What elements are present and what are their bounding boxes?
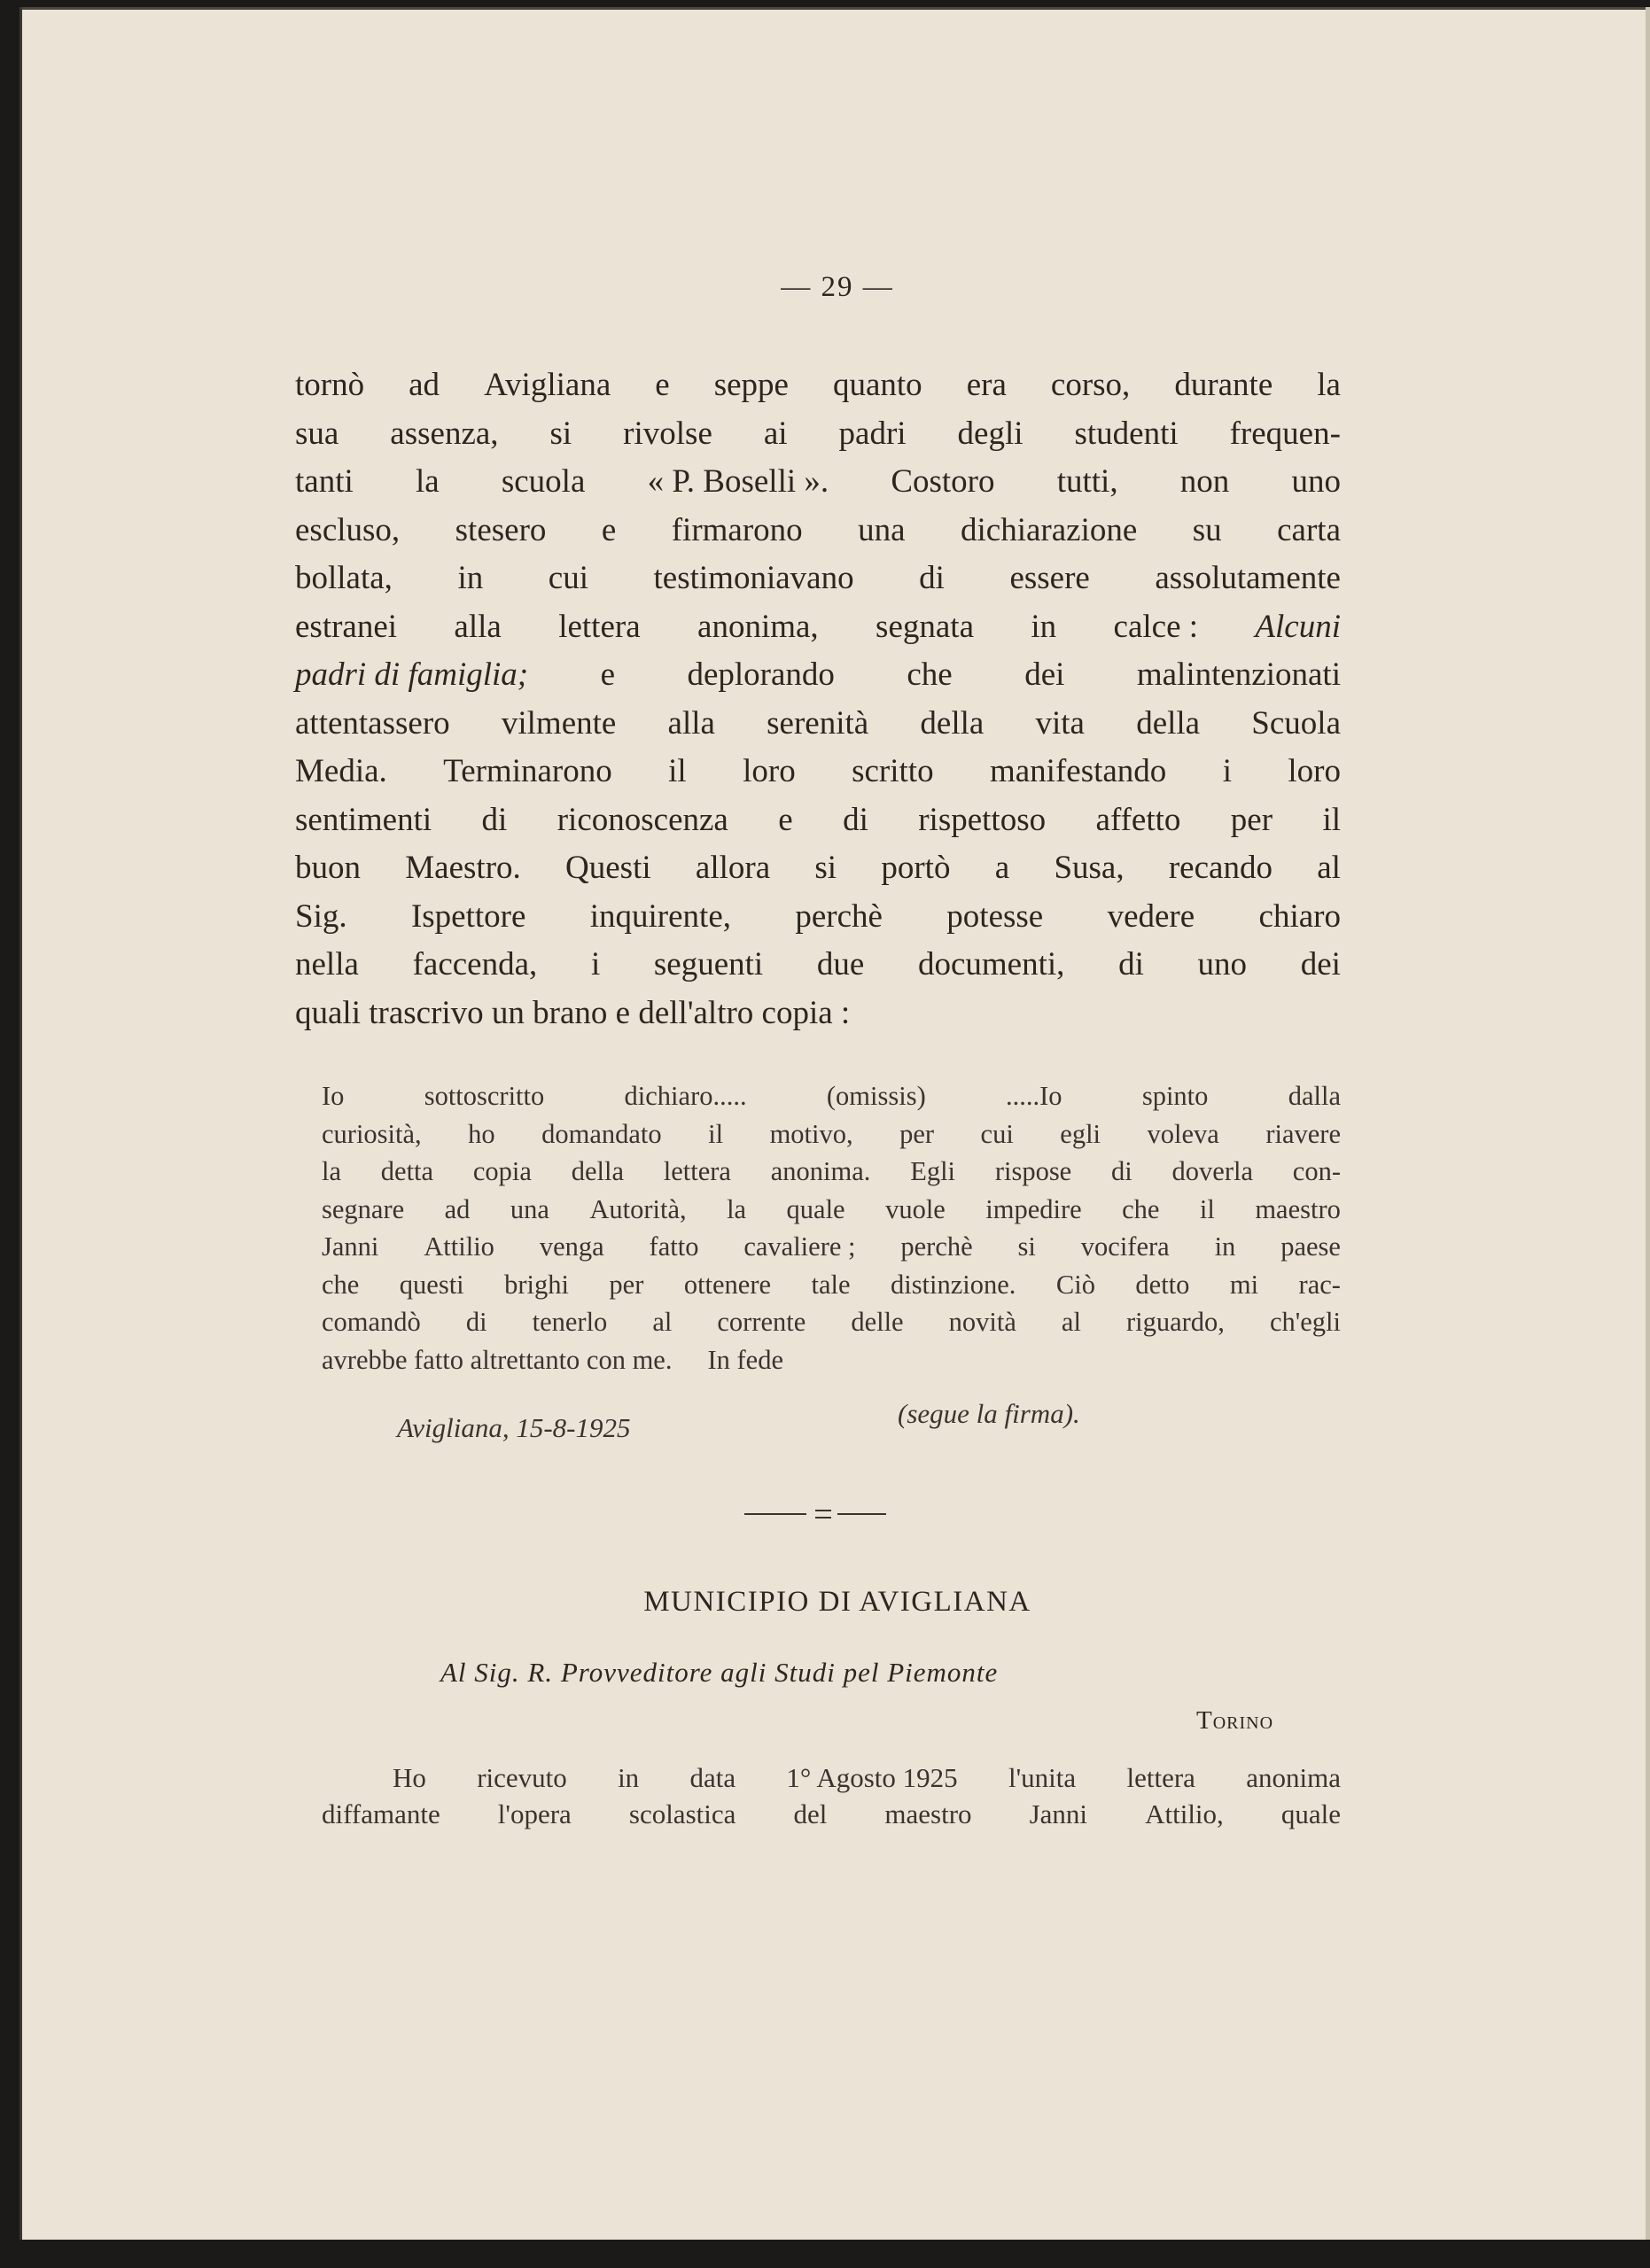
text-line	[295, 941, 1341, 990]
word: la	[1317, 367, 1341, 403]
word: i	[590, 946, 601, 983]
word: estranei	[295, 608, 398, 645]
word: buon	[295, 850, 361, 886]
text-line	[295, 796, 1341, 845]
text-line	[322, 1303, 1341, 1341]
word: comandò	[322, 1307, 421, 1337]
word: Ciò	[1055, 1269, 1095, 1300]
word: anonima.	[770, 1156, 871, 1186]
word: durante	[1174, 367, 1273, 403]
word: data	[689, 1762, 736, 1793]
word: voleva	[1147, 1118, 1219, 1149]
word: al	[1061, 1307, 1081, 1337]
word: cavaliere ;	[743, 1231, 856, 1262]
word: di	[1118, 946, 1144, 983]
word: di	[919, 560, 945, 596]
word: di	[1111, 1156, 1132, 1186]
word: due	[816, 946, 865, 983]
text-line	[322, 1266, 1341, 1304]
word: per	[609, 1269, 644, 1300]
word: Costoro	[891, 463, 995, 500]
word: si	[814, 850, 837, 886]
scan-bottom-border	[0, 2240, 1650, 2268]
word: .....Io	[1006, 1081, 1062, 1111]
word: rac-	[1298, 1269, 1341, 1300]
word: il	[1322, 801, 1341, 838]
word: di	[465, 1307, 487, 1337]
word: al	[652, 1307, 673, 1337]
word: assenza,	[390, 415, 499, 452]
page-number: — 29 —	[781, 271, 894, 303]
word: Ispettore	[410, 897, 526, 935]
word: che	[322, 1269, 360, 1300]
word: paese	[1280, 1231, 1341, 1262]
word: studenti	[1074, 415, 1179, 452]
word: l'opera	[497, 1798, 572, 1829]
word: Attilio	[424, 1231, 494, 1262]
word: recando	[1168, 850, 1273, 886]
word: alla	[667, 704, 715, 742]
word: perchè	[795, 897, 883, 935]
text-line	[295, 990, 1341, 1038]
word: frequen-	[1229, 415, 1341, 452]
word: questi	[399, 1269, 464, 1300]
text-line	[322, 1759, 1341, 1796]
word: firmarono	[671, 511, 803, 548]
word: il	[1199, 1193, 1215, 1224]
word: documenti,	[917, 946, 1065, 983]
word: Janni	[322, 1231, 379, 1262]
word: In fede	[707, 1344, 783, 1375]
word: dichiarazione	[961, 511, 1138, 548]
word: tenerlo	[532, 1307, 608, 1337]
word: non	[1179, 463, 1230, 500]
word: segnare	[322, 1193, 405, 1224]
word: Media.	[295, 753, 387, 789]
word: nella	[295, 946, 359, 983]
text-line	[295, 507, 1341, 555]
document-page	[19, 7, 1650, 2240]
word: domandato	[541, 1118, 662, 1149]
word: quali trascrivo un brano e dell'altro copia :	[295, 994, 851, 1031]
word: maestro	[884, 1798, 972, 1829]
word: vita	[1035, 704, 1085, 742]
text-line	[322, 1153, 1341, 1191]
word: della	[571, 1156, 624, 1186]
word: tale	[811, 1269, 851, 1300]
word: faccenda,	[412, 946, 538, 983]
word: tornò	[295, 367, 365, 403]
word: la	[415, 463, 440, 500]
text-line	[295, 844, 1341, 893]
word: motivo,	[769, 1118, 853, 1149]
word: Questi	[565, 850, 651, 886]
word: uno	[1197, 946, 1248, 983]
word: della	[920, 704, 985, 742]
word: scuola	[501, 463, 586, 500]
word: su	[1192, 511, 1222, 548]
word: seguenti	[653, 946, 764, 983]
word: segnata	[876, 608, 974, 645]
word: mi	[1229, 1269, 1259, 1300]
word: Janni	[1029, 1798, 1088, 1829]
word: ch'egli	[1269, 1307, 1341, 1337]
word: Scuola	[1251, 704, 1341, 742]
word: avrebbe fatto altrettanto con me.	[322, 1344, 673, 1375]
section-separator	[744, 1513, 886, 1517]
word: inquirente,	[589, 897, 732, 935]
word: vedere	[1107, 897, 1195, 935]
quote-place-date: Avigliana, 15-8-1925	[397, 1412, 631, 1443]
word: manifestando	[989, 753, 1167, 789]
quoted-declaration	[322, 1077, 1341, 1379]
word: uno	[1291, 463, 1341, 500]
word: fatto	[649, 1231, 699, 1262]
word: novità	[948, 1307, 1016, 1337]
word: i	[1222, 753, 1232, 789]
word: chiaro	[1258, 897, 1341, 935]
word: attentassero	[295, 704, 450, 742]
text-line	[322, 1115, 1341, 1153]
text-line	[322, 1228, 1341, 1266]
word: alla	[454, 608, 502, 645]
word: e	[655, 367, 670, 403]
word: vuole	[885, 1193, 946, 1224]
word: Autorità,	[589, 1193, 687, 1224]
word: ottenere	[683, 1269, 772, 1300]
word: corso,	[1050, 367, 1131, 403]
word: scritto	[852, 753, 934, 789]
quote-signature-line	[322, 1398, 1341, 1442]
word: curiosità,	[322, 1118, 422, 1149]
word: la	[727, 1193, 747, 1224]
word: con-	[1292, 1156, 1341, 1186]
word: escluso,	[295, 511, 401, 548]
word: al	[1317, 850, 1341, 886]
word: ho	[468, 1118, 495, 1149]
word: distinzione.	[890, 1269, 1016, 1300]
word: Io	[322, 1081, 345, 1111]
word: bollata,	[295, 560, 393, 596]
word: cui	[980, 1118, 1014, 1149]
word: sottoscritto	[424, 1081, 545, 1111]
word: dei	[1024, 656, 1065, 693]
word: del	[793, 1798, 828, 1829]
word: brighi	[504, 1269, 569, 1300]
word: quale	[1280, 1798, 1341, 1829]
word: malintenzionati	[1136, 656, 1341, 693]
word: loro	[1288, 753, 1341, 789]
word: 1° Agosto 1925	[786, 1762, 958, 1793]
word: anonima,	[697, 608, 819, 645]
word: per	[899, 1118, 935, 1149]
word: Attilio,	[1145, 1798, 1224, 1829]
text-line	[295, 410, 1341, 459]
word: in	[1031, 608, 1057, 645]
word: quale	[786, 1193, 845, 1224]
word: una	[858, 511, 906, 548]
word: riguardo,	[1125, 1307, 1225, 1337]
letter-city: Torino	[1196, 1706, 1274, 1735]
text-line	[295, 361, 1341, 410]
word: riavere	[1265, 1118, 1341, 1149]
word: Terminarono	[443, 753, 612, 789]
word: di	[481, 801, 508, 838]
word: « P. Boselli ».	[647, 463, 829, 500]
text-line	[295, 458, 1341, 507]
word: l'unita	[1008, 1762, 1077, 1793]
word: vocifera	[1080, 1231, 1170, 1262]
word: potesse	[946, 897, 1044, 935]
word: padri di famiglia;	[295, 656, 529, 693]
word: copia	[472, 1156, 532, 1186]
text-line	[295, 748, 1341, 796]
word: padri	[838, 415, 907, 452]
page-right-edge	[1646, 7, 1650, 2249]
office-heading: MUNICIPIO DI AVIGLIANA	[643, 1586, 1031, 1618]
word: Susa,	[1054, 850, 1125, 886]
word: delle	[851, 1307, 904, 1337]
word: cui	[548, 560, 588, 596]
word: degli	[957, 415, 1023, 452]
word: Avigliana	[484, 367, 611, 403]
word: rivolse	[623, 415, 712, 452]
word: in	[457, 560, 484, 596]
word: detta	[380, 1156, 434, 1186]
word: portò	[881, 850, 951, 886]
word: testimoniavano	[653, 560, 854, 596]
word: ricevuto	[477, 1762, 567, 1793]
word: doverla	[1171, 1156, 1253, 1186]
word: maestro	[1255, 1193, 1341, 1224]
word: egli	[1060, 1118, 1101, 1149]
word: loro	[743, 753, 796, 789]
word: Sig.	[295, 897, 347, 935]
word: e	[778, 801, 793, 838]
text-line	[295, 603, 1341, 652]
text-line	[322, 1191, 1341, 1229]
text-line	[295, 700, 1341, 749]
letter-body	[322, 1759, 1341, 1832]
word: sentimenti	[295, 801, 432, 838]
word: in	[1214, 1231, 1236, 1262]
word: della	[1136, 704, 1201, 742]
word: diffamante	[322, 1798, 440, 1829]
word: dei	[1300, 946, 1341, 983]
word: ad	[444, 1193, 471, 1224]
word: tutti,	[1056, 463, 1118, 500]
word: Maestro.	[405, 850, 521, 886]
word: rispettoso	[918, 801, 1047, 838]
word: dichiaro.....	[624, 1081, 747, 1111]
word: che	[907, 656, 953, 693]
word: e	[600, 656, 616, 693]
word: spinto	[1141, 1081, 1209, 1111]
word: Alcuni	[1255, 608, 1341, 645]
text-line	[295, 555, 1341, 603]
word: rispose	[994, 1156, 1072, 1186]
word: tanti	[295, 463, 354, 500]
word: si	[1017, 1231, 1036, 1262]
word: riconoscenza	[556, 801, 728, 838]
letter-addressee: Al Sig. R. Provveditore agli Studi pel Piemonte	[440, 1657, 999, 1688]
word: era	[966, 367, 1007, 403]
word: quanto	[832, 367, 922, 403]
word: una	[510, 1193, 549, 1224]
page-top-edge	[22, 7, 1650, 10]
word: calce :	[1113, 608, 1199, 645]
word: perchè	[900, 1231, 973, 1262]
text-line	[295, 651, 1341, 700]
word: carta	[1277, 511, 1341, 548]
word: allora	[695, 850, 771, 886]
word: venga	[539, 1231, 604, 1262]
word: serenità	[767, 704, 869, 742]
word: dalla	[1288, 1081, 1341, 1111]
word: detto	[1135, 1269, 1190, 1300]
word: il	[668, 753, 687, 789]
word: assolutamente	[1155, 560, 1341, 596]
word: a	[994, 850, 1010, 886]
word: e	[601, 511, 617, 548]
word: che	[1122, 1193, 1160, 1224]
word: lettera	[558, 608, 641, 645]
word: vilmente	[501, 704, 617, 742]
word: corrente	[717, 1307, 806, 1337]
word: il	[708, 1118, 724, 1149]
word: Ho	[393, 1762, 426, 1793]
quote-signature: (segue la firma).	[898, 1398, 1080, 1429]
word: (omissis)	[826, 1081, 926, 1111]
word: lettera	[663, 1156, 731, 1186]
word: stesero	[455, 511, 547, 548]
word: anonima	[1246, 1762, 1341, 1793]
word: deplorando	[687, 656, 835, 693]
text-line	[322, 1796, 1341, 1832]
word: in	[618, 1762, 640, 1793]
word: affetto	[1095, 801, 1181, 838]
word: Egli	[910, 1156, 956, 1186]
word: seppe	[713, 367, 789, 403]
word: ai	[763, 415, 788, 452]
word: si	[549, 415, 572, 452]
word: la	[322, 1156, 342, 1186]
word: per	[1230, 801, 1273, 838]
text-line	[322, 1341, 1341, 1379]
word: ad	[409, 367, 440, 403]
word: scolastica	[628, 1798, 736, 1829]
word: di	[843, 801, 868, 838]
word: essere	[1009, 560, 1090, 596]
word: impedire	[985, 1193, 1082, 1224]
text-line	[322, 1077, 1341, 1115]
text-line	[295, 893, 1341, 942]
word: lettera	[1126, 1762, 1195, 1793]
body-paragraph	[295, 361, 1341, 1037]
word: sua	[295, 415, 339, 452]
